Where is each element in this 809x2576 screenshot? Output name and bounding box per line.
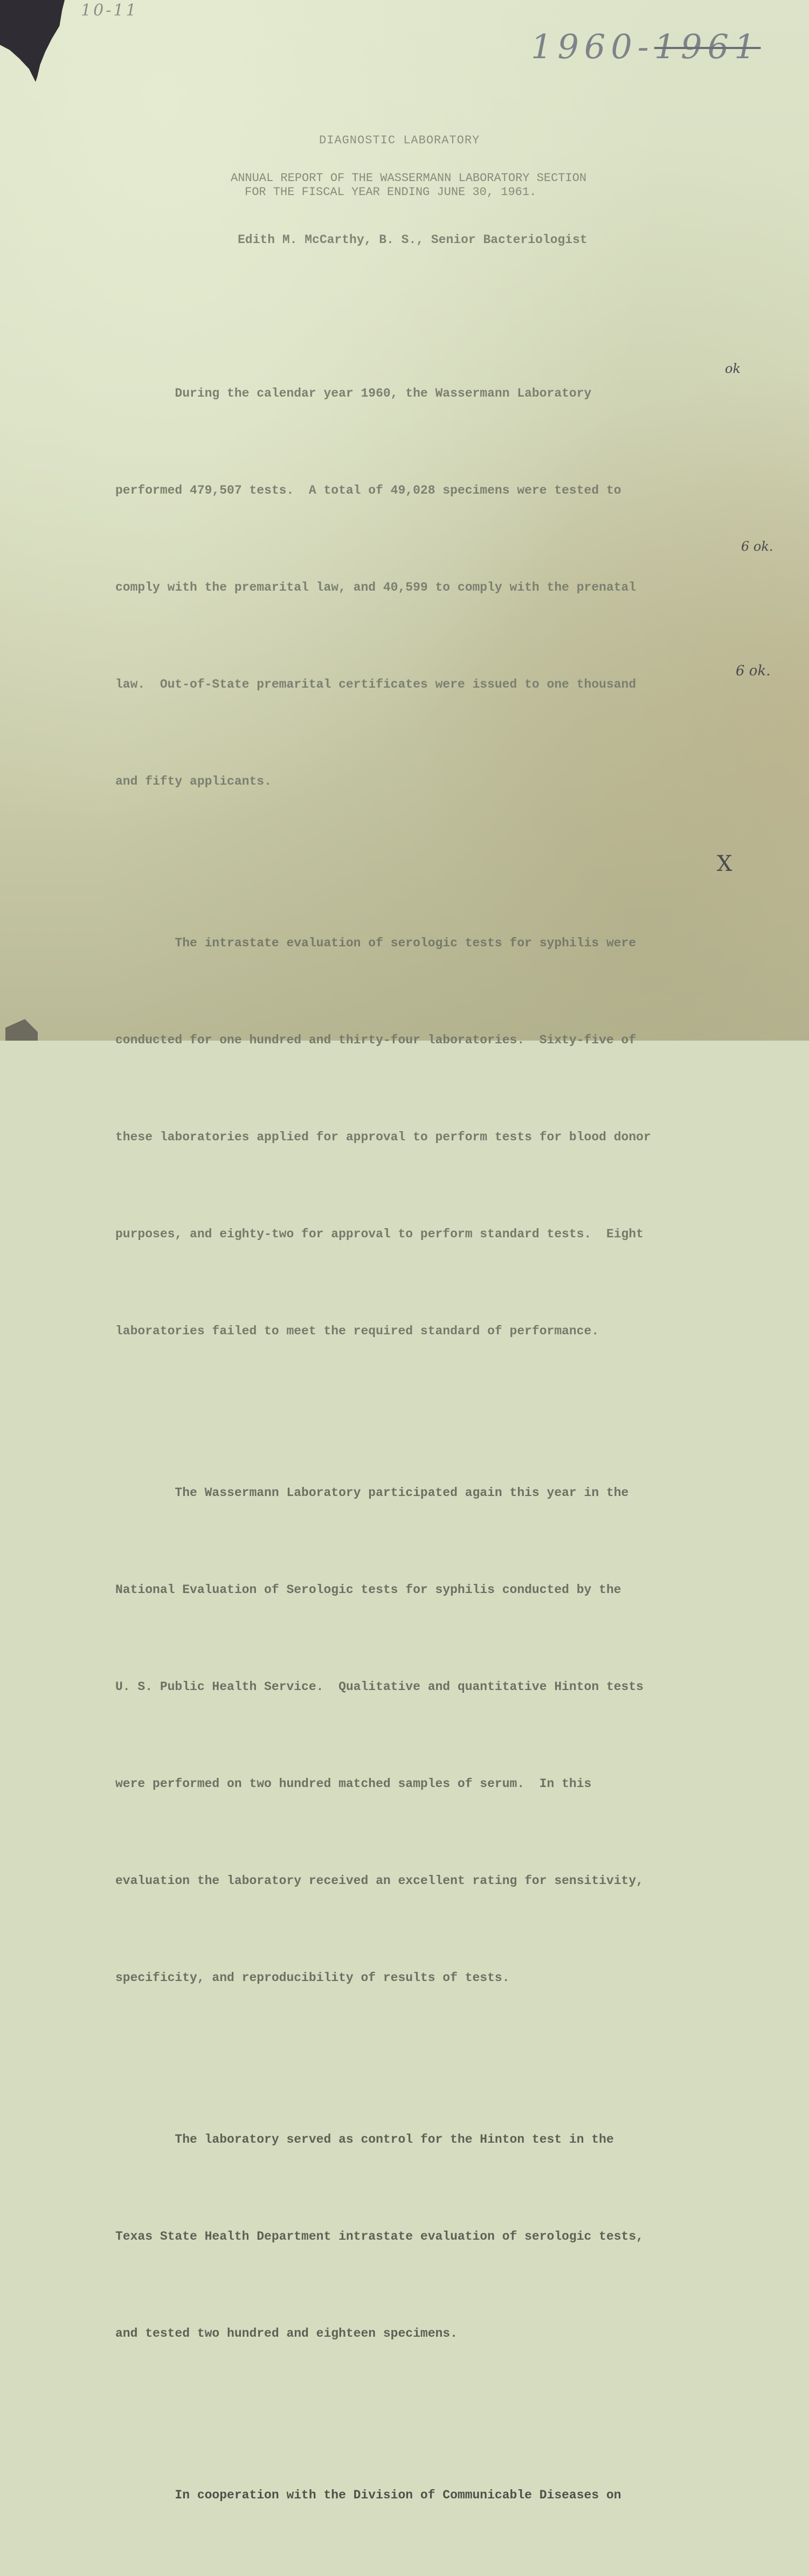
paragraph-2 [115, 862, 703, 1412]
text-line: U. S. Public Health Service. Qualitative and quantitative Hinton tests [115, 1680, 644, 1694]
text-line: The intrastate evaluation of serologic tests for syphilis were [115, 936, 637, 950]
text-line: law. Out-of-State premarital certificates were issued to one thousand [115, 677, 637, 691]
text-line: and fifty applicants. [115, 774, 272, 788]
report-title-line-1: ANNUAL REPORT OF THE WASSERMANN LABORATORY SECTION [231, 171, 587, 185]
text-line: In cooperation with the Division of Communicable Diseases on [115, 2488, 621, 2502]
text-line: conducted for one hundred and thirty-four laboratories. Sixty-five of [115, 1033, 637, 1047]
text-line: purposes, and eighty-two for approval to perform standard tests. Eight [115, 1227, 644, 1241]
text-line: laboratories failed to meet the required standard of performance. [115, 1324, 599, 1338]
text-line: Texas State Health Department intrastate evaluation of serologic tests, [115, 2229, 644, 2243]
text-line: specificity, and reproducibility of results of tests. [115, 1971, 510, 1985]
margin-note-ok: ok [725, 361, 741, 376]
text-line: evaluation the laboratory received an excellent rating for sensitivity, [115, 1874, 644, 1888]
text-line: National Evaluation of Serologic tests for syphilis conducted by the [115, 1583, 621, 1597]
margin-note-ok: 6 ok. [736, 663, 771, 679]
margin-note-ok: 6 ok. [741, 539, 773, 554]
text-line: During the calendar year 1960, the Wassermann Laboratory [115, 386, 592, 400]
torn-corner [0, 0, 65, 86]
text-line: performed 479,507 tests. A total of 49,028 specimens were tested to [115, 483, 621, 497]
author-line: Edith M. McCarthy, B. S., Senior Bacteriologist [238, 233, 587, 247]
department-heading: DIAGNOSTIC LABORATORY [319, 134, 480, 147]
handwritten-year-range [531, 27, 761, 66]
year-range-struck: 1961 [654, 27, 761, 66]
text-line: and tested two hundred and eighteen specimens. [115, 2326, 458, 2340]
text-line: The Wassermann Laboratory participated again this year in the [115, 1486, 629, 1500]
report-title-line-2: FOR THE FISCAL YEAR ENDING JUNE 30, 1961. [245, 185, 537, 199]
scan-shadow [5, 1019, 38, 1041]
report-body [115, 313, 703, 2576]
report-title [231, 171, 586, 199]
paragraph-1 [115, 313, 703, 862]
text-line: were performed on two hundred matched samples of serum. In this [115, 1777, 592, 1791]
text-line: these laboratories applied for approval to perform tests for blood donor [115, 1130, 651, 1144]
text-line: The laboratory served as control for the Hinton test in the [115, 2132, 614, 2146]
margin-note-x-mark: X [717, 851, 732, 876]
handwritten-page-code: 10-11 [81, 1, 139, 20]
paragraph-3 [115, 1412, 703, 2059]
year-range-prefix: 1960- [531, 27, 654, 66]
paragraph-4 [115, 2059, 703, 2414]
paragraph-5 [115, 2414, 703, 2576]
text-line: comply with the premarital law, and 40,599 to comply with the prenatal [115, 580, 637, 594]
